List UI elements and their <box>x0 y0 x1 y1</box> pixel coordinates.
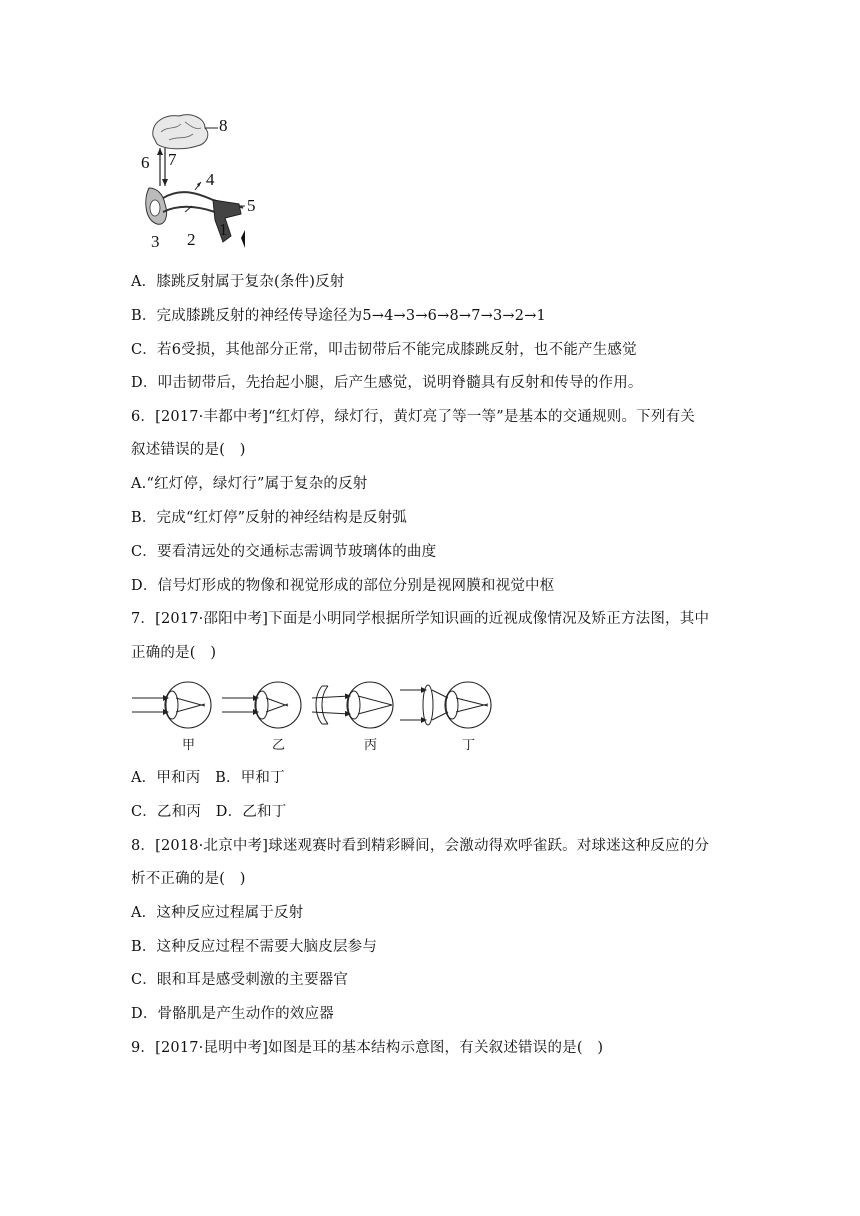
eye-diagrams <box>130 678 500 753</box>
eye-label-yi: 乙 <box>272 738 286 753</box>
q5-option-c: C．若6受损，其他部分正常，叩击韧带后不能完成膝跳反射，也不能产生感觉 <box>131 342 637 358</box>
eye-diagrams-svg <box>130 678 500 732</box>
reflex-label-4: 4 <box>206 170 215 189</box>
q8-stem-line1: 8．[2018·北京中考]球迷观赛时看到精彩瞬间，会激动得欢呼雀跃。对球迷这种反应的分 <box>131 838 710 854</box>
q6-option-b: B．完成“红灯停”反射的神经结构是反射弧 <box>131 510 407 526</box>
eye-label-ding: 丁 <box>462 738 476 753</box>
q6-stem-line1: 6．[2017·丰都中考]“红灯停，绿灯行，黄灯亮了等一等”是基本的交通规则。下列有关 <box>131 409 695 425</box>
q8-option-c: C．眼和耳是感受刺激的主要器官 <box>131 972 349 988</box>
reflex-label-5: 5 <box>247 196 256 215</box>
eye-yi <box>222 682 301 728</box>
reflex-label-8: 8 <box>219 116 228 135</box>
q9-stem-line1: 9．[2017·昆明中考]如图是耳的基本结构示意图，有关叙述错误的是( ) <box>131 1040 604 1056</box>
q8-option-b: B．这种反应过程不需要大脑皮层参与 <box>131 939 378 955</box>
q8-option-d: D．骨骼肌是产生动作的效应器 <box>131 1006 334 1022</box>
q5-option-d: D．叩击韧带后，先抬起小腿，后产生感觉，说明脊髓具有反射和传导的作用。 <box>131 375 643 391</box>
eye-bing <box>312 682 393 728</box>
q6-option-d: D．信号灯形成的物像和视觉形成的部位分别是视网膜和视觉中枢 <box>131 578 555 594</box>
q6-option-c: C．要看清远处的交通标志需调节玻璃体的曲度 <box>131 544 437 560</box>
reflex-label-2: 2 <box>187 230 196 249</box>
q5-option-b: B．完成膝跳反射的神经传导途径为5→4→3→6→8→7→3→2→1 <box>131 308 546 324</box>
eye-label-jia: 甲 <box>182 738 196 753</box>
q7-options-cd: C．乙和丙 D．乙和丁 <box>131 804 287 820</box>
eye-label-bing: 丙 <box>364 738 378 753</box>
reflex-arc-figure <box>135 108 256 258</box>
q7-options-ab: A．甲和丙 B．甲和丁 <box>131 770 285 786</box>
q8-stem-line2: 析不正确的是( ) <box>131 871 246 887</box>
reflex-label-3: 3 <box>151 232 160 251</box>
reflex-label-6: 6 <box>141 153 150 172</box>
reflex-label-7: 7 <box>168 150 177 169</box>
reflex-label-1: 1 <box>219 220 228 239</box>
eye-jia <box>132 682 211 728</box>
q6-stem-line2: 叙述错误的是( ) <box>131 442 246 458</box>
eye-ding <box>400 682 491 728</box>
q8-option-a: A．这种反应过程属于反射 <box>131 905 304 921</box>
q5-option-a: A．膝跳反射属于复杂(条件)反射 <box>131 274 345 290</box>
q7-stem-line1: 7．[2017·邵阳中考]下面是小明同学根据所学知识画的近视成像情况及矫正方法图，其中 <box>131 611 710 627</box>
q6-option-a: A.“红灯停，绿灯行”属于复杂的反射 <box>131 476 368 492</box>
q7-stem-line2: 正确的是( ) <box>131 645 217 661</box>
